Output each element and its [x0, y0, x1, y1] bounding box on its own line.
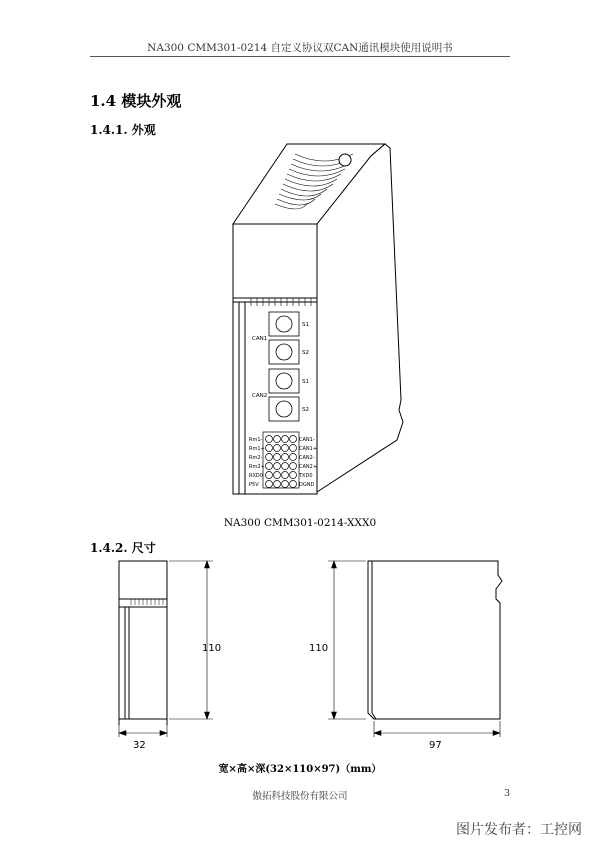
- can1-label: CAN1: [252, 336, 268, 342]
- page-header: NA300 CMM301-0214 自定义协议双CAN通讯模块使用说明书: [147, 42, 453, 54]
- terminal-can1-minus: CAN1-: [299, 437, 315, 443]
- module-illustration: [225, 140, 415, 510]
- terminal-rm1-plus: Rm1+: [249, 446, 265, 452]
- watermark: 图片发布者：工控网: [456, 822, 582, 838]
- dimensions-caption: 宽×高×深(32×110×97)（mm）: [218, 764, 382, 775]
- switch-s1-label: S1: [302, 322, 309, 328]
- can2-label: CAN2: [252, 393, 268, 399]
- terminal-can2-minus: CAN2-: [299, 455, 315, 461]
- depth-label: 97: [429, 740, 442, 751]
- switch-s2-label: S2: [302, 350, 309, 356]
- terminal-rm2-plus: Rm2+: [249, 464, 265, 470]
- module-caption: NA300 CMM301-0214-XXX0: [223, 517, 377, 529]
- terminal-rm2-minus: Rm2-: [249, 455, 263, 461]
- page-number: 3: [504, 788, 511, 799]
- terminal-rm1-minus: Rm1-: [249, 437, 263, 443]
- terminal-can1-plus: CAN1+: [299, 446, 318, 452]
- section-heading: 1.4 模块外观: [90, 92, 182, 110]
- terminal-can2-plus: CAN2+: [299, 464, 318, 470]
- side-height-label: 110: [309, 643, 329, 654]
- switch-s2b-label: S2: [302, 407, 309, 413]
- dimensions-heading: 1.4.2. 尺寸: [90, 541, 156, 555]
- front-height-label: 110: [202, 643, 222, 654]
- terminal-txd0: TXD0: [299, 473, 313, 479]
- appearance-heading: 1.4.1. 外观: [90, 123, 156, 137]
- footer-company: 傲拓科技股份有限公司: [252, 791, 348, 802]
- width-label: 32: [133, 740, 146, 751]
- terminal-dgnd: DGND: [299, 482, 315, 488]
- side-view-drawing: [310, 555, 510, 755]
- terminal-p5v: P5V: [249, 482, 259, 488]
- header-rule: [90, 56, 510, 57]
- switch-s1b-label: S1: [302, 379, 309, 385]
- terminal-rxd0: RXD0: [249, 473, 263, 479]
- front-view-drawing: [105, 555, 225, 755]
